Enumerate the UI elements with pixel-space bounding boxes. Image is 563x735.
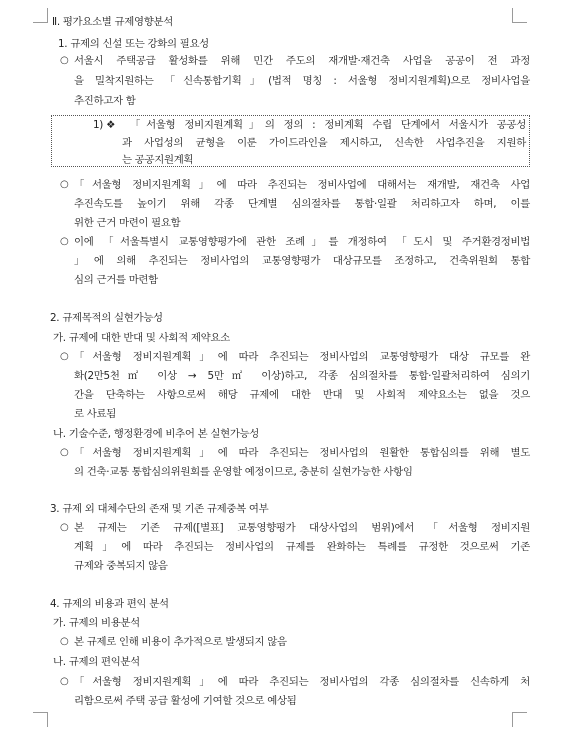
s4b-line1: 「서울형 정비지원계획」에 따라 추진되는 정비사업의 각종 심의절차를 신속하게 처 — [74, 676, 530, 688]
section-4-heading: 4. 규제의 비용과 편익 분석 — [50, 598, 169, 610]
s4a-line1: 본 규제로 인해 비용이 추가적으로 발생되지 않음 — [74, 636, 287, 648]
crop-mark-top-left — [33, 8, 48, 23]
footnote-marker: 1) ❖ — [93, 119, 116, 131]
bullet-circle: ○ — [60, 676, 69, 687]
s3-line2: 계획」에 따라 추진되는 정비사업의 규제를 완화하는 특례를 규정한 것으로써 기존 — [74, 541, 530, 553]
bullet-circle: ○ — [60, 179, 69, 190]
s2b-line2: 의 건축·교통 통합심의위원회를 운영할 예정이므로, 충분히 실현가능한 사항임 — [74, 466, 413, 478]
s1-para3-line2: 」에 의해 추진되는 정비사업의 교통영향평가 대상규모를 조정하고, 건축위원회 통합 — [74, 255, 530, 267]
section-3-heading: 3. 규제 외 대체수단의 존재 및 기존 규제중복 여부 — [50, 503, 269, 515]
s2b-line1: 「서울형 정비지원계획」에 따라 추진되는 정비사업의 원활한 통합심의를 위해 별도 — [74, 447, 530, 459]
bullet-circle: ○ — [60, 236, 69, 247]
s3-line1: 본 규제는 기존 규제([별표] 교통영향평가 대상사업의 범위)에서 「서울형 정비지원 — [74, 522, 530, 534]
s1-para3-line3: 심의 근거를 마련함 — [74, 274, 158, 286]
chapter-title: Ⅱ. 평가요소별 규제영향분석 — [52, 16, 173, 28]
s1-para2-line2: 추진속도를 높이기 위해 각종 단계별 심의절차를 통합·일괄 처리하고자 하며, 이를 — [74, 198, 530, 210]
footnote-line2: 과 사업성의 균형을 이룬 가이드라인을 제시하고, 신속한 사업추진을 지원하 — [122, 137, 526, 149]
crop-mark-top-right — [512, 8, 527, 23]
bullet-circle: ○ — [60, 447, 69, 458]
s2a-line1: 「서울형 정비지원계획」에 따라 추진되는 정비사업의 교통영향평가 대상 규모를 완 — [74, 351, 530, 363]
bullet-circle: ○ — [60, 636, 69, 647]
s1-para1-line1: 서울시 주택공급 활성화를 위해 민간 주도의 재개발·재건축 사업을 공공이 전 과정 — [74, 55, 530, 67]
s2a-line3: 간을 단축하는 사항으로써 해당 규제에 대한 반대 및 사회적 제약요소는 없을 것으 — [74, 389, 530, 401]
s1-para1-line3: 추진하고자 함 — [74, 95, 136, 107]
s2a-line4: 로 사료됨 — [74, 408, 116, 420]
section-2-heading: 2. 규제목적의 실현가능성 — [50, 312, 163, 324]
s1-para2-line3: 위한 근거 마련이 필요함 — [74, 217, 181, 229]
bullet-circle: ○ — [60, 351, 69, 362]
section-4a-heading: 가. 규제의 비용분석 — [53, 617, 140, 629]
s3-line3: 규제와 중복되지 않음 — [74, 560, 168, 572]
footnote-line3: 는 공공지원계획 — [122, 154, 194, 166]
bullet-circle: ○ — [60, 522, 69, 533]
s2a-line2: 화(2만5천㎡ 이상 → 5만㎡ 이상)하고, 각종 심의절차를 통합·일괄처리하여 심의기 — [74, 370, 530, 382]
s1-para2-line1: 「서울형 정비지원계획」에 따라 추진되는 정비사업에 대해서는 재개발, 재건축 사업 — [74, 179, 530, 191]
section-4b-heading: 나. 규제의 편익분석 — [53, 656, 140, 668]
crop-mark-bottom-right — [512, 712, 527, 727]
section-1-heading: 1. 규제의 신설 또는 강화의 필요성 — [58, 38, 209, 50]
bullet-circle: ○ — [60, 55, 69, 66]
section-2a-heading: 가. 규제에 대한 반대 및 사회적 제약요소 — [53, 332, 230, 344]
footnote-line1: 「서울형 정비지원계획」의 정의 : 정비계획 수립 단계에서 서울시가 공공성 — [130, 119, 526, 131]
crop-mark-bottom-left — [33, 712, 48, 727]
s1-para3-line1: 이에 「서울특별시 교통영향평가에 관한 조례」를 개정하여 「도시 및 주거환경정비법 — [74, 236, 530, 248]
s1-para1-line2: 을 밀착지원하는 「신속통합기획」(법적 명칭 : 서울형 정비지원계획)으로 정비사업을 — [74, 75, 530, 87]
section-2b-heading: 나. 기술수준, 행정환경에 비추어 본 실현가능성 — [53, 428, 260, 440]
s4b-line2: 리함으로써 주택 공급 활성에 기여할 것으로 예상됨 — [74, 695, 297, 707]
